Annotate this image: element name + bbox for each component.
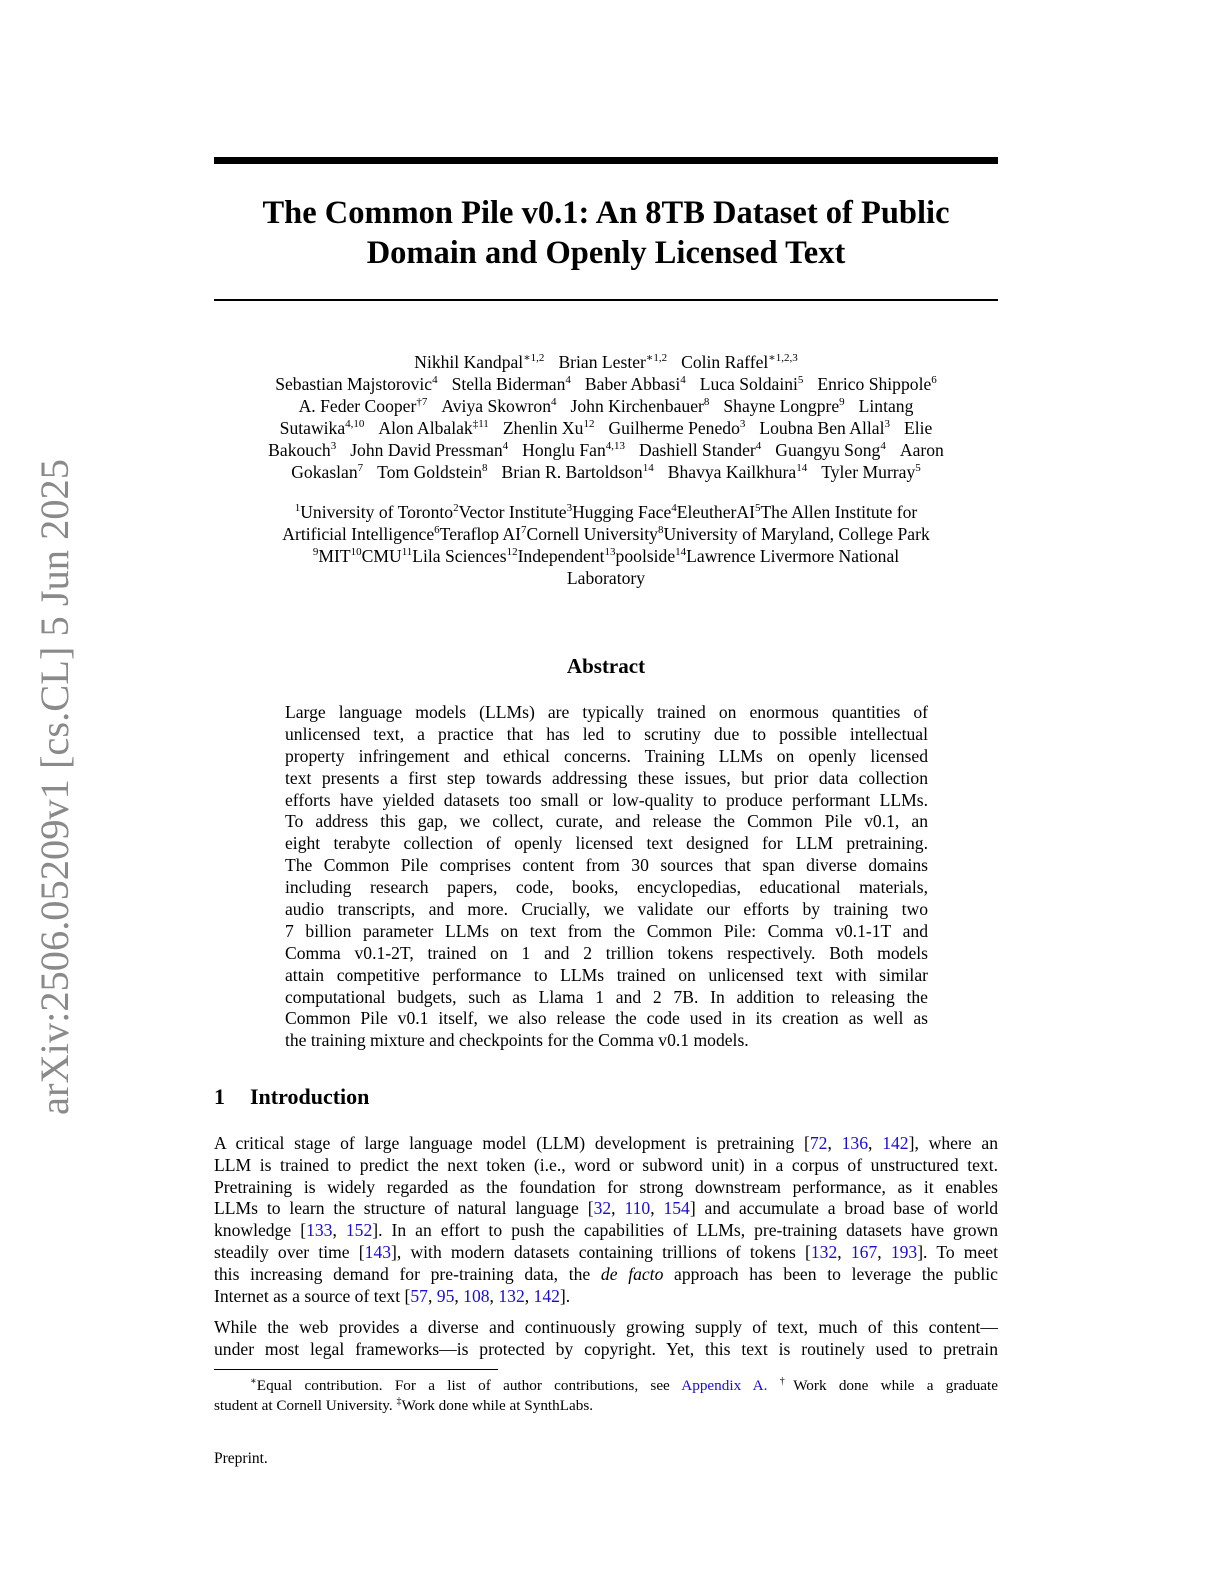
text-line [214,1286,998,1308]
arxiv-identifier: arXiv:2506.05209v1 [cs.CL] 5 Jun 2025 [32,466,77,1115]
abstract-line: unlicensed text, a practice that has led to scrutiny due to possible intellectual [285,723,928,744]
author-affiliation-marker: 5 [915,462,921,474]
text-run: ], with modern datasets containing trillions of tokens [ [391,1241,811,1262]
arxiv-side-stamp [22,455,82,1115]
author-line [214,373,998,395]
text-run: , [868,1133,883,1153]
author [503,418,595,438]
author-line [214,351,998,373]
title-line-2: Domain and Openly Licensed Text [366,235,846,271]
author [280,418,365,438]
author-name: John Kirchenbauer [570,396,704,416]
affiliation-list [214,501,998,589]
affiliation-number: 11 [401,546,413,558]
affiliation-number: 7 [521,524,527,536]
author-affiliation-marker: 12 [583,418,595,430]
text-run: knowledge [ [214,1220,307,1241]
affiliation-name: University of Toronto [300,502,454,522]
abstract-line: computational budgets, such as Llama 1 and 2 7B. In addition to releasing the [285,986,928,1007]
affiliation [567,568,645,588]
author-affiliation-marker: ∗1,2,3 [768,352,798,364]
author [900,440,944,460]
abstract-line: including research papers, code, books, encyclopedias, educational materials, [285,877,928,898]
affiliation [402,546,507,566]
citation-link[interactable]: 142 [882,1133,909,1153]
author [821,462,921,482]
intro-paragraph-2 [214,1317,998,1361]
affiliation-name: CMU [361,546,402,566]
citation-link[interactable]: 133 [306,1220,333,1241]
text-line: While the web provides a diverse and continuously growing supply of text, much of this content— [214,1317,998,1337]
author-affiliation-marker: 4,13 [605,440,625,452]
text-line [214,1396,998,1416]
citation-link[interactable]: 154 [663,1198,690,1219]
abstract-heading: Abstract [566,654,646,678]
affiliation-number: 10 [350,546,362,558]
author-name: A. Feder Cooper [298,396,417,416]
affiliation-name: poolside [615,546,676,566]
author [681,352,798,372]
author-line [214,395,998,417]
affiliation-number: 6 [434,524,440,536]
affiliation-line [214,567,998,589]
section-title: Introduction [250,1084,370,1109]
affiliation-number: 2 [453,502,459,514]
author [291,462,363,482]
author-name: Dashiell Stander [639,440,756,460]
text-run: ]. [559,1285,571,1306]
author-name: Brian R. Bartoldson [501,462,643,482]
affiliation [434,524,521,544]
paper-title [214,193,998,273]
affiliation-line [214,501,998,523]
affiliation-number: 3 [566,502,573,514]
text-run: Work done while at SynthLabs. [401,1396,594,1414]
author [775,440,886,460]
text-line [214,1133,998,1155]
author [378,418,488,438]
citation-link[interactable]: 32 [593,1198,612,1219]
text-run: steadily over time [ [214,1241,365,1262]
affiliation-name: University of Maryland, College Park [663,524,930,544]
author-name: Guilherme Penedo [608,418,740,438]
author [299,396,428,416]
affiliation-number: 5 [754,502,761,514]
affiliation [313,546,351,566]
affiliation [521,524,658,544]
text-line [214,1376,998,1396]
author-affiliation-marker: 14 [642,462,654,474]
affiliation [675,546,899,566]
author-name: Bakouch [268,440,331,460]
author-affiliation-marker: 3 [739,418,746,430]
affiliation-number: 1 [294,502,301,514]
affiliation [671,502,755,522]
title-line-1: The Common Pile v0.1: An 8TB Dataset of Public [262,195,950,231]
author [522,440,625,460]
author-name: Aaron [899,440,944,460]
text-run: , [837,1241,851,1262]
citation-link[interactable]: 167 [850,1241,878,1262]
author [502,462,654,482]
author-list [214,351,998,483]
affiliation [567,502,672,522]
author-affiliation-marker: 8 [703,396,710,408]
author-name: Loubna Ben Allal [759,418,885,438]
affiliation-line [214,545,998,567]
author-name: Tyler Murray [821,462,916,482]
author [817,374,936,394]
affiliation [755,502,917,522]
abstract-line: efforts have yielded datasets too small or low-quality to produce performant LLMs. [285,789,928,810]
author-name: Honglu Fan [522,440,606,460]
affiliation [295,502,453,522]
author [723,396,844,416]
affiliation [658,524,930,544]
affiliation-name: Cornell University [526,524,658,544]
affiliation-number: 12 [506,546,518,558]
author-name: Bhavya Kailkhura [667,462,797,482]
abstract-line: Comma v0.1-2T, trained on 1 and 2 trillion tokens respectively. Both models [285,942,928,963]
text-run: , [877,1241,891,1262]
author-affiliation-marker: ∗1,2 [523,352,545,364]
text-line [214,1220,998,1242]
author-name: Elie [903,418,933,438]
author [700,374,804,394]
section-heading-introduction [214,1084,369,1110]
citation-link[interactable]: 142 [533,1285,560,1306]
author-name: Luca Soldaini [699,374,798,394]
citation-link[interactable]: 110 [624,1198,651,1219]
author-name: Enrico Shippole [817,374,932,394]
author [414,352,544,372]
affiliation-name: MIT [318,546,351,566]
citation-link[interactable]: 108 [463,1285,490,1306]
author-affiliation-marker: 4,10 [345,418,365,430]
author-name: Alon Albalak [378,418,473,438]
appendix-link[interactable]: Appendix A. [681,1377,768,1394]
abstract-line: attain competitive performance to LLMs trained on unlicensed text with similar [285,964,928,985]
author-name: Sebastian Majstorovic [275,374,433,394]
text-run: , [827,1133,842,1153]
text-run: , [611,1198,625,1219]
author [639,440,761,460]
affiliation [507,546,605,566]
author-affiliation-marker: 4 [680,374,686,386]
citation-link[interactable]: 72 [809,1133,828,1153]
affiliation-name: Lawrence Livermore National [686,546,900,566]
author [350,440,508,460]
text-run: ]. To meet [917,1241,998,1262]
author [558,352,667,372]
citation-link[interactable]: 193 [890,1241,918,1262]
citation-link[interactable]: 132 [810,1241,838,1262]
affiliation-line [214,523,998,545]
affiliation-name: Hugging Face [572,502,672,522]
footnote-marker: † [779,1376,794,1387]
title-bottom-rule [214,299,998,301]
author [585,374,686,394]
abstract-line: eight terabyte collection of openly licensed text designed for LLM pretraining. [285,833,928,854]
author-affiliation-marker: 4 [432,374,438,386]
text-run: approach has been to leverage the public [663,1263,998,1284]
affiliation-number: 14 [675,546,687,558]
affiliation-number: 9 [312,546,319,558]
text-run: , [489,1285,499,1306]
abstract-line: text presents a first step towards addressing these issues, but prior data collection [285,767,928,788]
author-line [214,439,998,461]
footnote-marker: ‡ [396,1395,402,1407]
text-line [214,1198,998,1220]
author-affiliation-marker: †7 [416,396,428,408]
abstract-line: 7 billion parameter LLMs on text from the Common Pile: Comma v0.1-1T and [285,920,928,941]
author-name: Stella Biderman [451,374,566,394]
author [571,396,710,416]
author-affiliation-marker: 4 [880,440,886,452]
abstract-line: the training mixture and checkpoints for the Comma v0.1 models. [285,1030,749,1051]
author-name: Shayne Longpre [723,396,840,416]
author-name: Sutawika [279,418,346,438]
affiliation [282,524,434,544]
text-run: Pretraining is widely regarded as the foundation for strong downstream performance, as it enables [214,1176,998,1197]
text-run: , [650,1198,664,1219]
author-affiliation-marker: 3 [884,418,890,430]
author-name: Gokaslan [291,462,358,482]
text-run: , [427,1285,437,1306]
abstract-line: property infringement and ethical concerns. Training LLMs on openly licensed [285,745,928,766]
citation-link[interactable]: 152 [345,1220,373,1241]
emphasis: de facto [600,1263,664,1284]
text-run: Work done while a graduate [793,1377,999,1394]
text-run: A critical stage of large language model (LLM) development is pretraining [ [214,1133,810,1153]
affiliation-name: Teraflop AI [439,524,521,544]
author-name: Tom Goldstein [377,462,482,482]
author-line [214,461,998,483]
text-line [214,1242,998,1264]
author [608,418,745,438]
abstract-line: audio transcripts, and more. Crucially, we validate our efforts by training two [285,899,928,920]
author-affiliation-marker: 4 [755,440,762,452]
intro-paragraph-1 [214,1133,998,1307]
author-affiliation-marker: ∗1,2 [645,352,668,364]
text-line [214,1264,998,1286]
text-run: , [332,1220,346,1241]
text-line: under most legal frameworks—is protected by copyright. Yet, this text is routinely used to pretrain [214,1338,998,1359]
footnote-rule [214,1369,498,1370]
author-name: John David Pressman [350,440,503,460]
author-name: Colin Raffel [681,352,769,372]
author-name: Aviya Skowron [441,396,551,416]
author [441,396,556,416]
affiliation-number: 8 [657,524,664,536]
author [452,374,571,394]
text-run: ]. In an effort to push the capabilities of LLMs, pre-training datasets have grown [372,1220,998,1241]
text-run: , [454,1285,464,1306]
author-affiliation-marker: 9 [839,396,845,408]
text-run: Equal contribution. For a list of author contributions, see [256,1377,682,1394]
author-affiliation-marker: 5 [797,374,804,386]
abstract-line: Large language models (LLMs) are typically trained on enormous quantities of [285,702,928,722]
author-line [214,417,998,439]
section-number: 1 [214,1084,225,1109]
title-top-rule [214,157,998,164]
footnote [214,1376,998,1415]
author [377,462,487,482]
author-affiliation-marker: 4 [551,396,557,408]
author-affiliation-marker: 4 [565,374,571,386]
affiliation-name: The Allen Institute for [760,502,918,522]
affiliation [453,502,566,522]
text-line [214,1177,998,1199]
affiliation-name: Lila Sciences [412,546,507,566]
author-affiliation-marker: 7 [357,462,364,474]
author [759,418,890,438]
abstract-line: To address this gap, we collect, curate, and release the Common Pile v0.1, an [285,811,928,832]
text-run [767,1377,779,1394]
author [859,396,914,416]
preprint-label: Preprint. [214,1450,268,1467]
text-run: Internet as a source of text [ [214,1285,411,1306]
text-run: LLMs to learn the structure of natural language [ [214,1198,594,1219]
affiliation-name: Vector Institute [458,502,567,522]
abstract-line: The Common Pile comprises content from 30 sources that span diverse domains [285,855,928,876]
author-affiliation-marker: 8 [482,462,488,474]
text-run: student at Cornell University. [214,1396,397,1414]
abstract-body [285,702,928,1052]
author [904,418,932,438]
citation-link[interactable]: 136 [841,1133,869,1153]
text-run: LLM is trained to predict the next token (i.e., word or subword unit) in a corpus of unstructured text. [214,1154,998,1175]
author [275,374,437,394]
affiliation-name: Independent [517,546,605,566]
affiliation-number: 4 [671,502,677,514]
text-run: ], where an [908,1133,999,1153]
author-affiliation-marker: 6 [931,374,937,386]
citation-link[interactable]: 95 [436,1285,455,1306]
affiliation-name: Artificial Intelligence [282,524,435,544]
affiliation-number: 13 [604,546,616,558]
affiliation-name: EleutherAI [676,502,755,522]
text-run: , [524,1285,534,1306]
affiliation [351,546,402,566]
affiliation [605,546,676,566]
citation-link[interactable]: 57 [410,1285,428,1306]
affiliation-name: Laboratory [566,568,646,588]
footnote-marker: ∗ [250,1376,257,1387]
author-affiliation-marker: ‡11 [472,418,489,430]
author-affiliation-marker: 14 [796,462,808,474]
author [268,440,336,460]
citation-link[interactable]: 143 [364,1241,392,1262]
author-name: Brian Lester [558,352,646,372]
text-line [214,1155,998,1177]
text-run: this increasing demand for pre-training data, the [214,1263,601,1284]
author-name: Nikhil Kandpal [414,352,524,372]
text-run: ] and accumulate a broad base of world [689,1198,999,1219]
author-name: Lintang [858,396,914,416]
abstract-line: Common Pile v0.1 itself, we also release the code used in its creation as well as [285,1008,928,1029]
author-affiliation-marker: 4 [502,440,509,452]
author-name: Guangyu Song [775,440,881,460]
citation-link[interactable]: 132 [498,1285,525,1306]
author [668,462,808,482]
author-name: Baber Abbasi [584,374,681,394]
author-affiliation-marker: 3 [330,440,337,452]
author-name: Zhenlin Xu [502,418,584,438]
